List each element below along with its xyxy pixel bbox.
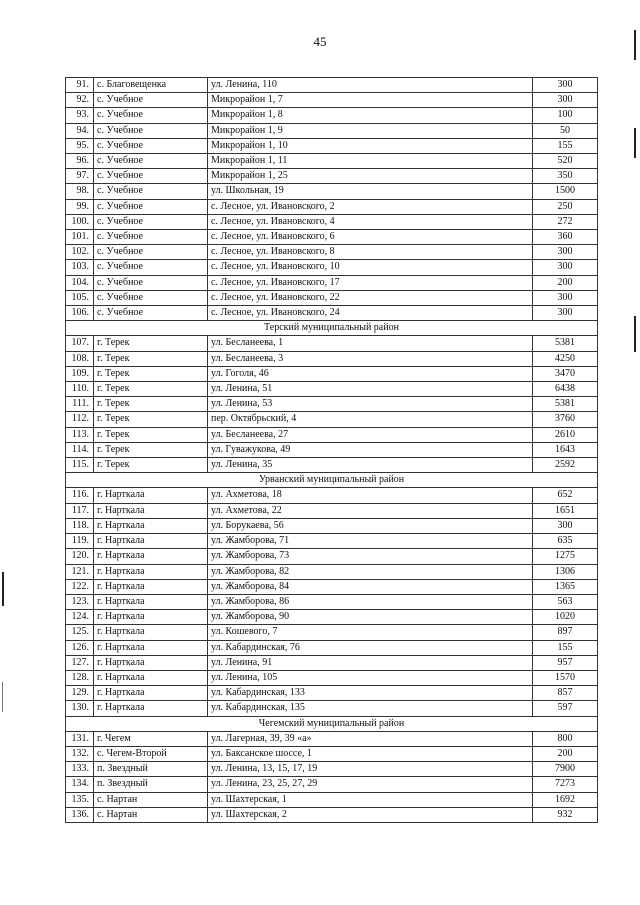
address-cell: ул. Шахтерская, 2 xyxy=(208,807,533,822)
value-cell: 200 xyxy=(533,275,598,290)
value-cell: 1275 xyxy=(533,549,598,564)
value-cell: 300 xyxy=(533,93,598,108)
row-number: 113. xyxy=(66,427,94,442)
value-cell: 300 xyxy=(533,518,598,533)
table-row xyxy=(66,458,598,473)
row-number: 134. xyxy=(66,777,94,792)
address-cell: ул. Ахметова, 18 xyxy=(208,488,533,503)
address-cell: ул. Ленина, 105 xyxy=(208,670,533,685)
row-number: 132. xyxy=(66,746,94,761)
table-row xyxy=(66,184,598,199)
address-cell: ул. Баксанское шоссе, 1 xyxy=(208,746,533,761)
row-number: 126. xyxy=(66,640,94,655)
row-number: 105. xyxy=(66,290,94,305)
table-row xyxy=(66,351,598,366)
table-row xyxy=(66,290,598,305)
table-row xyxy=(66,625,598,640)
table-row xyxy=(66,169,598,184)
settlement-cell: г. Терек xyxy=(94,366,208,381)
settlement-cell: г. Терек xyxy=(94,458,208,473)
value-cell: 1651 xyxy=(533,503,598,518)
settlement-cell: г. Терек xyxy=(94,427,208,442)
value-cell: 857 xyxy=(533,686,598,701)
row-number: 118. xyxy=(66,518,94,533)
value-cell: 350 xyxy=(533,169,598,184)
row-number: 116. xyxy=(66,488,94,503)
settlement-cell: г. Нарткала xyxy=(94,579,208,594)
value-cell: 1500 xyxy=(533,184,598,199)
value-cell: 1365 xyxy=(533,579,598,594)
address-cell: ул. Ленина, 53 xyxy=(208,397,533,412)
settlement-cell: с. Учебное xyxy=(94,260,208,275)
value-cell: 1570 xyxy=(533,670,598,685)
settlement-cell: с. Учебное xyxy=(94,306,208,321)
table-row xyxy=(66,78,598,93)
table-row xyxy=(66,518,598,533)
value-cell: 1643 xyxy=(533,442,598,457)
scan-edge-mark xyxy=(634,316,636,352)
row-number: 117. xyxy=(66,503,94,518)
address-cell: ул. Гуважукова, 49 xyxy=(208,442,533,457)
address-cell: с. Лесное, ул. Ивановского, 22 xyxy=(208,290,533,305)
table-row xyxy=(66,336,598,351)
value-cell: 520 xyxy=(533,154,598,169)
settlement-cell: с. Учебное xyxy=(94,275,208,290)
table-row xyxy=(66,762,598,777)
row-number: 107. xyxy=(66,336,94,351)
settlement-cell: г. Чегем xyxy=(94,731,208,746)
table-row xyxy=(66,777,598,792)
value-cell: 932 xyxy=(533,807,598,822)
settlement-cell: с. Нартан xyxy=(94,792,208,807)
row-number: 93. xyxy=(66,108,94,123)
settlement-cell: г. Нарткала xyxy=(94,625,208,640)
row-number: 91. xyxy=(66,78,94,93)
address-cell: ул. Ленина, 35 xyxy=(208,458,533,473)
row-number: 92. xyxy=(66,93,94,108)
settlement-cell: с. Учебное xyxy=(94,184,208,199)
settlement-cell: с. Учебное xyxy=(94,214,208,229)
address-cell: ул. Кошевого, 7 xyxy=(208,625,533,640)
address-cell: с. Лесное, ул. Ивановского, 10 xyxy=(208,260,533,275)
settlement-cell: г. Терек xyxy=(94,351,208,366)
table-row xyxy=(66,807,598,822)
settlement-cell: г. Терек xyxy=(94,382,208,397)
settlement-cell: с. Учебное xyxy=(94,154,208,169)
address-cell: с. Лесное, ул. Ивановского, 4 xyxy=(208,214,533,229)
value-cell: 5381 xyxy=(533,336,598,351)
address-cell: ул. Жамборова, 82 xyxy=(208,564,533,579)
value-cell: 635 xyxy=(533,534,598,549)
settlement-cell: г. Нарткала xyxy=(94,594,208,609)
table-row xyxy=(66,230,598,245)
row-number: 104. xyxy=(66,275,94,290)
settlement-cell: г. Нарткала xyxy=(94,534,208,549)
settlement-cell: г. Нарткала xyxy=(94,640,208,655)
row-number: 101. xyxy=(66,230,94,245)
value-cell: 2610 xyxy=(533,427,598,442)
value-cell: 250 xyxy=(533,199,598,214)
row-number: 102. xyxy=(66,245,94,260)
table-row xyxy=(66,655,598,670)
settlement-cell: с. Нартан xyxy=(94,807,208,822)
table-row xyxy=(66,154,598,169)
value-cell: 155 xyxy=(533,138,598,153)
address-cell: ул. Жамборова, 84 xyxy=(208,579,533,594)
row-number: 106. xyxy=(66,306,94,321)
address-cell: Микрорайон 1, 10 xyxy=(208,138,533,153)
row-number: 121. xyxy=(66,564,94,579)
table-row xyxy=(66,427,598,442)
address-cell: ул. Кабардинская, 135 xyxy=(208,701,533,716)
table-row xyxy=(66,534,598,549)
table-row xyxy=(66,306,598,321)
settlement-cell: г. Нарткала xyxy=(94,488,208,503)
settlement-cell: г. Нарткала xyxy=(94,670,208,685)
row-number: 108. xyxy=(66,351,94,366)
row-number: 112. xyxy=(66,412,94,427)
table-row xyxy=(66,640,598,655)
value-cell: 300 xyxy=(533,260,598,275)
table-row xyxy=(66,93,598,108)
table-row xyxy=(66,594,598,609)
address-cell: ул. Ленина, 110 xyxy=(208,78,533,93)
row-number: 131. xyxy=(66,731,94,746)
section-heading-row xyxy=(66,716,598,731)
value-cell: 897 xyxy=(533,625,598,640)
address-cell: ул. Бесланеева, 3 xyxy=(208,351,533,366)
row-number: 124. xyxy=(66,610,94,625)
settlement-cell: г. Нарткала xyxy=(94,564,208,579)
address-cell: с. Лесное, ул. Ивановского, 8 xyxy=(208,245,533,260)
table-row xyxy=(66,123,598,138)
value-cell: 300 xyxy=(533,78,598,93)
settlement-cell: г. Нарткала xyxy=(94,686,208,701)
address-cell: ул. Ленина, 51 xyxy=(208,382,533,397)
row-number: 133. xyxy=(66,762,94,777)
row-number: 130. xyxy=(66,701,94,716)
row-number: 122. xyxy=(66,579,94,594)
settlement-cell: г. Терек xyxy=(94,412,208,427)
table-row xyxy=(66,382,598,397)
value-cell: 3470 xyxy=(533,366,598,381)
registry-body xyxy=(66,78,598,823)
row-number: 100. xyxy=(66,214,94,229)
value-cell: 1020 xyxy=(533,610,598,625)
address-cell: ул. Кабардинская, 133 xyxy=(208,686,533,701)
row-number: 110. xyxy=(66,382,94,397)
address-cell: ул. Ленина, 23, 25, 27, 29 xyxy=(208,777,533,792)
row-number: 136. xyxy=(66,807,94,822)
address-cell: ул. Жамборова, 73 xyxy=(208,549,533,564)
row-number: 123. xyxy=(66,594,94,609)
address-cell: ул. Ахметова, 22 xyxy=(208,503,533,518)
settlement-cell: г. Терек xyxy=(94,397,208,412)
address-cell: ул. Гоголя, 46 xyxy=(208,366,533,381)
table-row xyxy=(66,260,598,275)
value-cell: 155 xyxy=(533,640,598,655)
row-number: 125. xyxy=(66,625,94,640)
table-row xyxy=(66,397,598,412)
value-cell: 6438 xyxy=(533,382,598,397)
table-row xyxy=(66,564,598,579)
value-cell: 50 xyxy=(533,123,598,138)
row-number: 128. xyxy=(66,670,94,685)
table-row xyxy=(66,549,598,564)
table-row xyxy=(66,670,598,685)
settlement-cell: с. Учебное xyxy=(94,290,208,305)
table-row xyxy=(66,138,598,153)
scan-edge-mark xyxy=(634,30,636,60)
row-number: 97. xyxy=(66,169,94,184)
row-number: 109. xyxy=(66,366,94,381)
table-row xyxy=(66,686,598,701)
settlement-cell: п. Звездный xyxy=(94,777,208,792)
settlement-cell: г. Нарткала xyxy=(94,549,208,564)
settlement-cell: с. Учебное xyxy=(94,123,208,138)
address-cell: ул. Жамборова, 90 xyxy=(208,610,533,625)
row-number: 94. xyxy=(66,123,94,138)
row-number: 96. xyxy=(66,154,94,169)
row-number: 99. xyxy=(66,199,94,214)
value-cell: 597 xyxy=(533,701,598,716)
address-cell: ул. Ленина, 91 xyxy=(208,655,533,670)
section-heading-row xyxy=(66,473,598,488)
table-row xyxy=(66,731,598,746)
address-cell: ул. Бесланеева, 27 xyxy=(208,427,533,442)
settlement-cell: г. Нарткала xyxy=(94,610,208,625)
address-cell: ул. Ленина, 13, 15, 17, 19 xyxy=(208,762,533,777)
address-cell: ул. Бесланеева, 1 xyxy=(208,336,533,351)
table-row xyxy=(66,442,598,457)
address-cell: ул. Жамборова, 86 xyxy=(208,594,533,609)
address-cell: ул. Кабардинская, 76 xyxy=(208,640,533,655)
settlement-cell: п. Звездный xyxy=(94,762,208,777)
address-cell: ул. Жамборова, 71 xyxy=(208,534,533,549)
value-cell: 300 xyxy=(533,245,598,260)
value-cell: 7273 xyxy=(533,777,598,792)
value-cell: 7900 xyxy=(533,762,598,777)
page-number: 45 xyxy=(313,34,327,49)
address-cell: ул. Борукаева, 56 xyxy=(208,518,533,533)
settlement-cell: с. Учебное xyxy=(94,245,208,260)
settlement-cell: с. Учебное xyxy=(94,93,208,108)
address-cell: Микрорайон 1, 11 xyxy=(208,154,533,169)
value-cell: 1692 xyxy=(533,792,598,807)
address-cell: с. Лесное, ул. Ивановского, 17 xyxy=(208,275,533,290)
table-row xyxy=(66,199,598,214)
value-cell: 2592 xyxy=(533,458,598,473)
address-cell: ул. Школьная, 19 xyxy=(208,184,533,199)
address-cell: Микрорайон 1, 8 xyxy=(208,108,533,123)
value-cell: 5381 xyxy=(533,397,598,412)
address-cell: ул. Шахтерская, 1 xyxy=(208,792,533,807)
settlement-cell: г. Нарткала xyxy=(94,701,208,716)
value-cell: 652 xyxy=(533,488,598,503)
row-number: 103. xyxy=(66,260,94,275)
address-cell: с. Лесное, ул. Ивановского, 24 xyxy=(208,306,533,321)
value-cell: 800 xyxy=(533,731,598,746)
settlement-cell: с. Учебное xyxy=(94,138,208,153)
section-heading: Урванский муниципальный район xyxy=(66,473,598,488)
value-cell: 4250 xyxy=(533,351,598,366)
value-cell: 3760 xyxy=(533,412,598,427)
row-number: 120. xyxy=(66,549,94,564)
row-number: 115. xyxy=(66,458,94,473)
settlement-cell: с. Чегем-Второй xyxy=(94,746,208,761)
table-row xyxy=(66,245,598,260)
settlement-cell: с. Учебное xyxy=(94,199,208,214)
settlement-cell: г. Нарткала xyxy=(94,503,208,518)
address-cell: ул. Лагерная, 39, 39 «а» xyxy=(208,731,533,746)
value-cell: 200 xyxy=(533,746,598,761)
address-cell: Микрорайон 1, 7 xyxy=(208,93,533,108)
settlement-cell: г. Терек xyxy=(94,442,208,457)
address-cell: пер. Октябрьский, 4 xyxy=(208,412,533,427)
value-cell: 360 xyxy=(533,230,598,245)
table-row xyxy=(66,412,598,427)
settlement-cell: г. Нарткала xyxy=(94,518,208,533)
table-row xyxy=(66,746,598,761)
table-row xyxy=(66,610,598,625)
section-heading-row xyxy=(66,321,598,336)
row-number: 129. xyxy=(66,686,94,701)
scan-edge-mark xyxy=(634,128,636,158)
settlement-cell: г. Терек xyxy=(94,336,208,351)
table-row xyxy=(66,701,598,716)
table-row xyxy=(66,366,598,381)
value-cell: 300 xyxy=(533,306,598,321)
table-row xyxy=(66,108,598,123)
scan-edge-mark xyxy=(2,572,4,606)
table-row xyxy=(66,214,598,229)
settlement-cell: с. Учебное xyxy=(94,169,208,184)
address-cell: с. Лесное, ул. Ивановского, 2 xyxy=(208,199,533,214)
value-cell: 272 xyxy=(533,214,598,229)
address-cell: Микрорайон 1, 9 xyxy=(208,123,533,138)
row-number: 119. xyxy=(66,534,94,549)
row-number: 111. xyxy=(66,397,94,412)
table-row xyxy=(66,579,598,594)
table-row xyxy=(66,275,598,290)
value-cell: 563 xyxy=(533,594,598,609)
section-heading: Терский муниципальный район xyxy=(66,321,598,336)
value-cell: 300 xyxy=(533,290,598,305)
settlement-cell: г. Нарткала xyxy=(94,655,208,670)
settlement-cell: с. Учебное xyxy=(94,108,208,123)
settlement-cell: с. Учебное xyxy=(94,230,208,245)
value-cell: 1306 xyxy=(533,564,598,579)
settlement-cell: с. Благовещенка xyxy=(94,78,208,93)
row-number: 114. xyxy=(66,442,94,457)
row-number: 98. xyxy=(66,184,94,199)
value-cell: 100 xyxy=(533,108,598,123)
table-row xyxy=(66,792,598,807)
address-cell: с. Лесное, ул. Ивановского, 6 xyxy=(208,230,533,245)
table-row xyxy=(66,503,598,518)
table-row xyxy=(66,488,598,503)
value-cell: 957 xyxy=(533,655,598,670)
registry-table xyxy=(65,77,598,823)
scan-edge-mark xyxy=(2,682,3,712)
section-heading: Чегемский муниципальный район xyxy=(66,716,598,731)
row-number: 127. xyxy=(66,655,94,670)
row-number: 95. xyxy=(66,138,94,153)
address-cell: Микрорайон 1, 25 xyxy=(208,169,533,184)
row-number: 135. xyxy=(66,792,94,807)
